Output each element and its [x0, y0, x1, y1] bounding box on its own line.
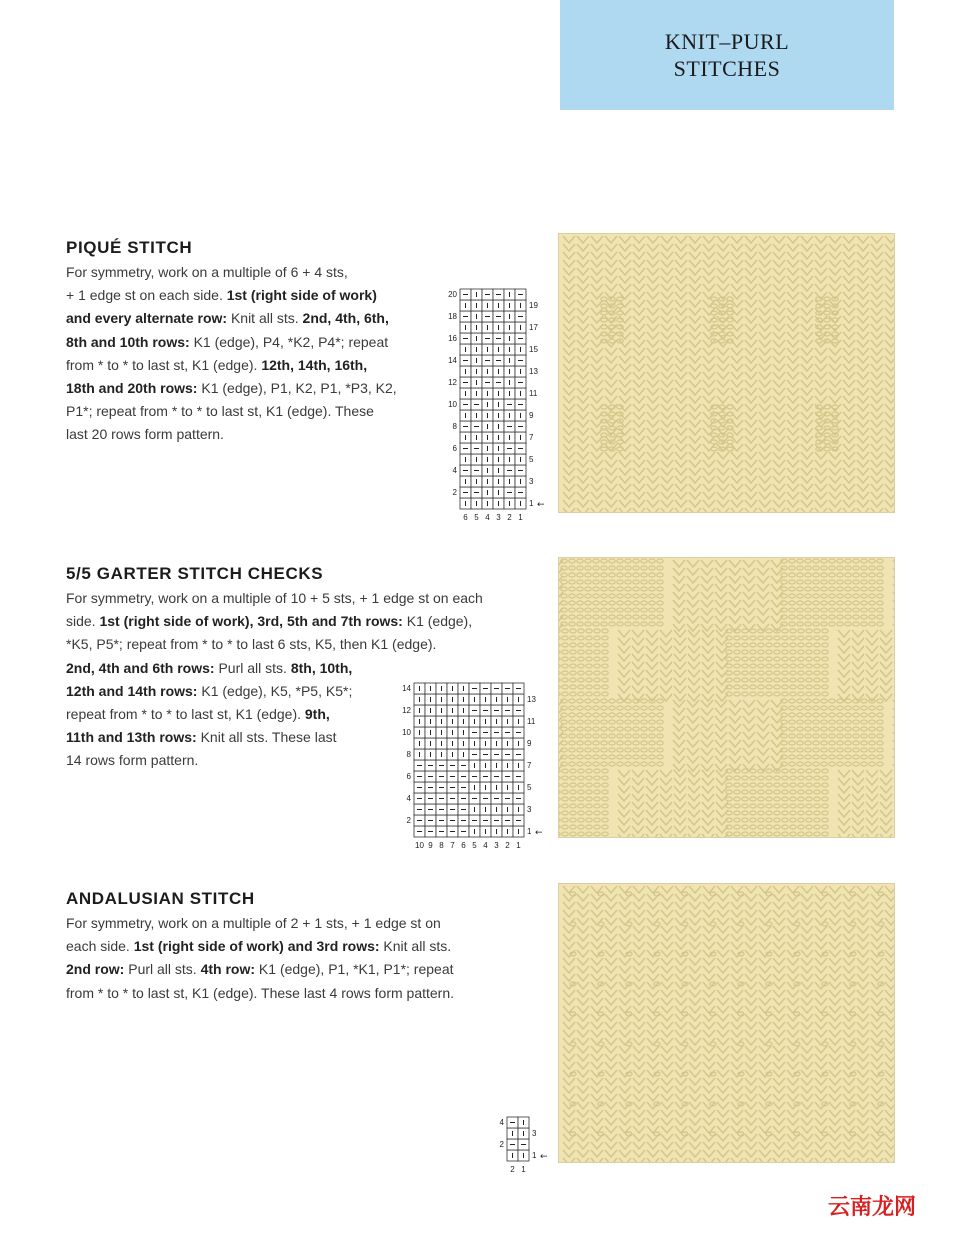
column-label: 3	[496, 513, 501, 522]
column-label: 10	[415, 841, 424, 850]
row-label-right: 19	[529, 301, 538, 310]
instruction-line	[66, 307, 436, 330]
instruction-line	[66, 377, 436, 400]
start-arrow-icon: ←	[537, 500, 545, 510]
instruction-text: side.	[66, 613, 100, 630]
knit-texture	[559, 234, 894, 512]
instruction-text: K1 (edge), K5, *P5, K5*;	[197, 682, 353, 699]
instruction-text: 14 rows form pattern.	[66, 752, 199, 769]
column-label: 2	[510, 1165, 515, 1174]
stitch-chart-garter-checks	[398, 683, 548, 853]
instruction-line	[66, 935, 536, 958]
row-label-right: 17	[529, 323, 538, 332]
row-label-left: 14	[448, 356, 457, 365]
column-label: 8	[439, 841, 444, 850]
column-label: 3	[494, 841, 499, 850]
instruction-line	[66, 657, 536, 680]
instruction-text: each side.	[66, 938, 134, 955]
instruction-line	[66, 400, 436, 423]
instruction-line	[66, 261, 436, 284]
row-instruction-bold: 2nd, 4th and 6th rows:	[66, 659, 215, 676]
row-label-right: 15	[529, 345, 538, 354]
row-label-right: 7	[529, 433, 534, 442]
instruction-line	[66, 982, 536, 1005]
row-label-right: 1	[527, 827, 532, 836]
row-label-right: 3	[527, 805, 532, 814]
instruction-text: K1 (edge), P4, *K2, P4*; repeat	[189, 333, 389, 350]
column-label: 4	[483, 841, 488, 850]
chapter-title-line2: STITCHES	[673, 56, 781, 81]
column-label: 2	[505, 841, 510, 850]
row-label-left: 12	[402, 706, 411, 715]
row-label-right: 11	[529, 389, 538, 398]
swatch-photo-garter-checks	[558, 557, 895, 838]
instruction-text: from * to * to last st, K1 (edge). These last 4 rows form pattern.	[66, 984, 455, 1001]
instruction-text: K1 (edge), P1, *K1, P1*; repeat	[255, 961, 454, 978]
instruction-text: from * to * to last st, K1 (edge).	[66, 356, 262, 373]
column-label: 6	[463, 513, 468, 522]
row-label-right: 1	[532, 1151, 537, 1160]
instruction-line	[66, 912, 536, 935]
row-instruction-bold: 1st (right side of work) and 3rd rows:	[133, 938, 380, 955]
column-label: 2	[507, 513, 512, 522]
swatch-photo-pique	[558, 233, 895, 513]
stitch-chart-pique	[444, 289, 550, 525]
chart-svg	[444, 289, 550, 525]
watermark-text: 云南龙网	[828, 1195, 917, 1220]
section-instructions-andalusian	[66, 912, 536, 1005]
row-label-left: 4	[499, 1118, 504, 1127]
row-label-left: 14	[402, 684, 411, 693]
row-label-left: 2	[452, 488, 457, 497]
section-title-andalusian: ANDALUSIAN STITCH	[66, 889, 255, 908]
row-label-left: 10	[402, 728, 411, 737]
row-instruction-bold: 2nd, 4th, 6th,	[302, 310, 389, 327]
instruction-line	[66, 610, 536, 633]
row-instruction-bold: 4th row:	[200, 961, 256, 978]
instruction-text: Knit all sts. These last	[196, 729, 337, 746]
row-label-right: 3	[532, 1129, 537, 1138]
instruction-text: Purl all sts.	[124, 961, 201, 978]
row-instruction-bold: and every alternate row:	[66, 310, 228, 327]
row-label-right: 1	[529, 499, 534, 508]
row-label-left: 6	[452, 444, 457, 453]
chart-svg	[398, 683, 548, 853]
column-label: 5	[474, 513, 479, 522]
row-label-right: 13	[527, 695, 536, 704]
instruction-text: Purl all sts.	[214, 659, 291, 676]
row-label-right: 7	[527, 761, 532, 770]
column-label: 1	[518, 513, 523, 522]
row-label-right: 9	[529, 411, 534, 420]
instruction-text: + 1 edge st on each side.	[66, 287, 227, 304]
start-arrow-icon: ←	[540, 1152, 548, 1162]
instruction-text: K1 (edge), P1, K2, P1, *P3, K2,	[197, 380, 397, 397]
row-instruction-bold: 1st (right side of work), 3rd, 5th and 7th rows:	[99, 613, 403, 630]
row-instruction-bold: 2nd row:	[66, 961, 125, 978]
chapter-title-line1: KNIT–PURL	[664, 29, 790, 54]
row-instruction-bold: 1st (right side of work)	[226, 287, 377, 304]
swatch-photo-andalusian	[558, 883, 895, 1163]
row-label-right: 11	[527, 717, 536, 726]
instruction-text: Knit all sts.	[227, 310, 303, 327]
instruction-text: Knit all sts.	[379, 938, 452, 955]
column-label: 6	[461, 841, 466, 850]
instruction-line	[66, 354, 436, 377]
knit-texture	[559, 884, 894, 1162]
instruction-line	[66, 958, 536, 981]
row-instruction-bold: 8th, 10th,	[290, 659, 353, 676]
instruction-text: K1 (edge),	[402, 613, 473, 630]
row-label-left: 18	[448, 312, 457, 321]
row-label-left: 12	[448, 378, 457, 387]
row-label-left: 6	[406, 772, 411, 781]
row-label-right: 9	[527, 739, 532, 748]
instruction-text: last 20 rows form pattern.	[66, 426, 224, 443]
instruction-text: For symmetry, work on a multiple of 2 + 1 sts, + 1 edge st on	[66, 915, 441, 931]
instruction-line	[66, 587, 536, 610]
row-label-left: 8	[452, 422, 457, 431]
section-instructions-pique	[66, 261, 436, 447]
instruction-text: For symmetry, work on a multiple of 6 + 4 sts,	[66, 264, 348, 280]
row-label-left: 2	[499, 1140, 504, 1149]
instruction-line	[66, 423, 436, 446]
instruction-text: *K5, P5*; repeat from * to * to last 6 sts, K5, then K1 (edge).	[66, 636, 437, 653]
section-title-pique: PIQUÉ STITCH	[66, 238, 193, 257]
instruction-text: repeat from * to * to last st, K1 (edge).	[66, 706, 305, 723]
row-instruction-bold: 9th,	[304, 706, 330, 723]
row-instruction-bold: 8th and 10th rows:	[66, 333, 190, 350]
instruction-text: For symmetry, work on a multiple of 10 + 5 sts, + 1 edge st on each	[66, 590, 483, 606]
stitch-chart-andalusian	[491, 1117, 553, 1177]
row-instruction-bold: 12th and 14th rows:	[66, 682, 198, 699]
row-label-right: 5	[527, 783, 532, 792]
column-label: 1	[521, 1165, 526, 1174]
start-arrow-icon: ←	[535, 828, 543, 838]
row-label-left: 10	[448, 400, 457, 409]
row-label-left: 2	[406, 816, 411, 825]
column-label: 7	[450, 841, 455, 850]
row-label-left: 8	[406, 750, 411, 759]
knit-texture	[559, 558, 894, 837]
chapter-header	[560, 0, 894, 110]
instruction-text: P1*; repeat from * to * to last st, K1 (edge). These	[66, 403, 374, 420]
row-label-left: 20	[448, 290, 457, 299]
column-label: 9	[428, 841, 433, 850]
column-label: 1	[516, 841, 521, 850]
instruction-line	[66, 331, 436, 354]
section-title-garter-checks: 5/5 GARTER STITCH CHECKS	[66, 564, 324, 583]
row-label-right: 3	[529, 477, 534, 486]
row-label-right: 5	[529, 455, 534, 464]
row-label-left: 4	[452, 466, 457, 475]
column-label: 5	[472, 841, 477, 850]
row-label-right: 13	[529, 367, 538, 376]
column-label: 4	[485, 513, 490, 522]
row-instruction-bold: 12th, 14th, 16th,	[261, 356, 368, 373]
row-label-left: 16	[448, 334, 457, 343]
row-label-left: 4	[406, 794, 411, 803]
row-instruction-bold: 11th and 13th rows:	[66, 729, 197, 746]
row-instruction-bold: 18th and 20th rows:	[66, 380, 198, 397]
chart-svg	[491, 1117, 553, 1177]
instruction-line	[66, 284, 436, 307]
instruction-line	[66, 633, 536, 656]
